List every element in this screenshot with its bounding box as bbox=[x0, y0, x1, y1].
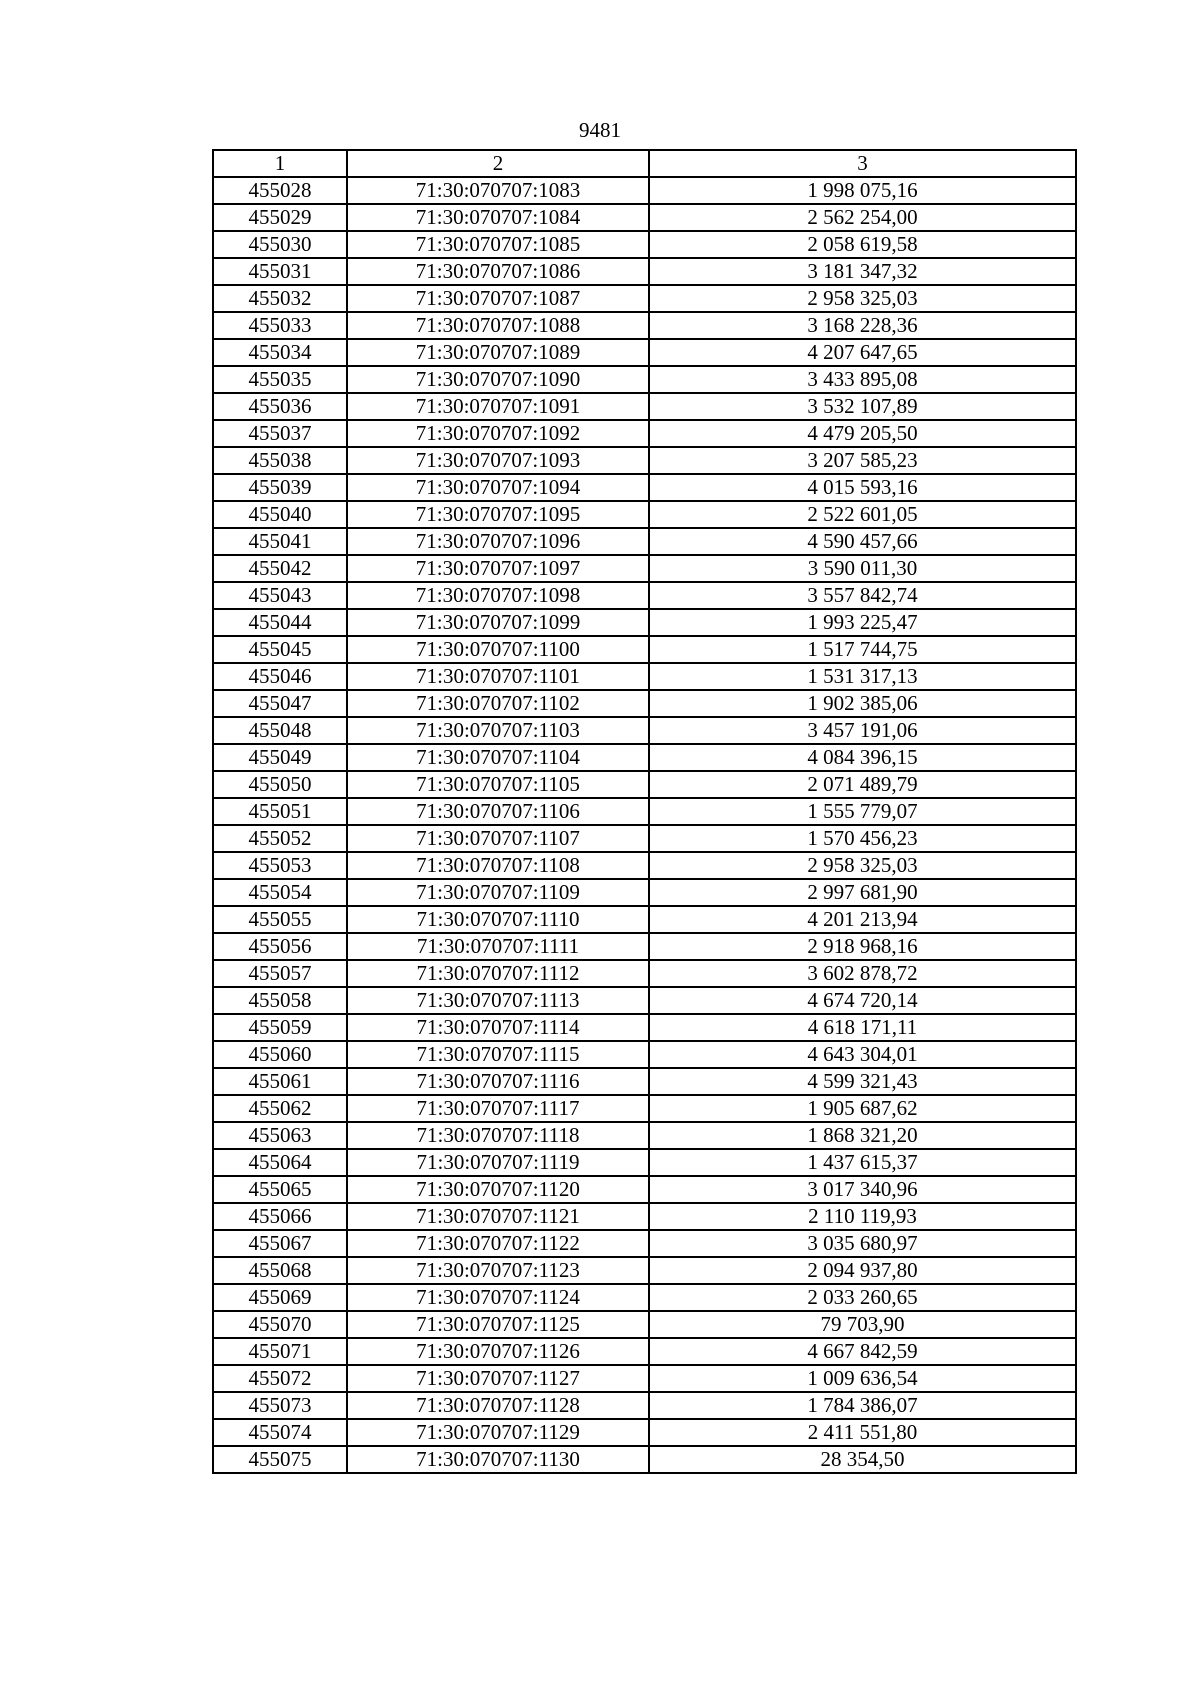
cell-cadastral-number: 71:30:070707:1111 bbox=[347, 933, 649, 960]
cell-number: 455062 bbox=[213, 1095, 347, 1122]
cell-value: 1 784 386,07 bbox=[649, 1392, 1076, 1419]
cell-value: 1 555 779,07 bbox=[649, 798, 1076, 825]
table-row bbox=[213, 1311, 1076, 1338]
cell-number: 455074 bbox=[213, 1419, 347, 1446]
cell-number: 455031 bbox=[213, 258, 347, 285]
table-row bbox=[213, 1068, 1076, 1095]
cell-number: 455059 bbox=[213, 1014, 347, 1041]
cell-value: 3 557 842,74 bbox=[649, 582, 1076, 609]
cell-value: 4 643 304,01 bbox=[649, 1041, 1076, 1068]
cell-cadastral-number: 71:30:070707:1113 bbox=[347, 987, 649, 1014]
table-row bbox=[213, 906, 1076, 933]
cell-number: 455044 bbox=[213, 609, 347, 636]
cell-value: 1 905 687,62 bbox=[649, 1095, 1076, 1122]
cell-cadastral-number: 71:30:070707:1126 bbox=[347, 1338, 649, 1365]
cell-cadastral-number: 71:30:070707:1104 bbox=[347, 744, 649, 771]
cell-cadastral-number: 71:30:070707:1092 bbox=[347, 420, 649, 447]
cell-value: 2 411 551,80 bbox=[649, 1419, 1076, 1446]
table-row bbox=[213, 1203, 1076, 1230]
table-row bbox=[213, 501, 1076, 528]
table-row bbox=[213, 555, 1076, 582]
cell-number: 455053 bbox=[213, 852, 347, 879]
cell-number: 455054 bbox=[213, 879, 347, 906]
cell-cadastral-number: 71:30:070707:1086 bbox=[347, 258, 649, 285]
cell-value: 2 058 619,58 bbox=[649, 231, 1076, 258]
cell-cadastral-number: 71:30:070707:1119 bbox=[347, 1149, 649, 1176]
cell-number: 455036 bbox=[213, 393, 347, 420]
cell-cadastral-number: 71:30:070707:1116 bbox=[347, 1068, 649, 1095]
cell-cadastral-number: 71:30:070707:1083 bbox=[347, 177, 649, 204]
table-row bbox=[213, 528, 1076, 555]
table-row bbox=[213, 1095, 1076, 1122]
cell-cadastral-number: 71:30:070707:1105 bbox=[347, 771, 649, 798]
table-row bbox=[213, 366, 1076, 393]
table-row bbox=[213, 393, 1076, 420]
table-row bbox=[213, 1284, 1076, 1311]
cell-value: 2 958 325,03 bbox=[649, 852, 1076, 879]
cell-cadastral-number: 71:30:070707:1123 bbox=[347, 1257, 649, 1284]
cell-number: 455037 bbox=[213, 420, 347, 447]
cell-cadastral-number: 71:30:070707:1122 bbox=[347, 1230, 649, 1257]
table-row bbox=[213, 1365, 1076, 1392]
cell-cadastral-number: 71:30:070707:1096 bbox=[347, 528, 649, 555]
table-row bbox=[213, 231, 1076, 258]
table-row bbox=[213, 204, 1076, 231]
table-row bbox=[213, 1014, 1076, 1041]
header-cell-col2: 2 bbox=[347, 150, 649, 177]
table-row bbox=[213, 420, 1076, 447]
cell-number: 455075 bbox=[213, 1446, 347, 1473]
cell-number: 455040 bbox=[213, 501, 347, 528]
table-row bbox=[213, 852, 1076, 879]
cell-number: 455046 bbox=[213, 663, 347, 690]
cell-number: 455032 bbox=[213, 285, 347, 312]
cell-cadastral-number: 71:30:070707:1101 bbox=[347, 663, 649, 690]
cell-value: 4 599 321,43 bbox=[649, 1068, 1076, 1095]
cell-cadastral-number: 71:30:070707:1088 bbox=[347, 312, 649, 339]
cell-cadastral-number: 71:30:070707:1114 bbox=[347, 1014, 649, 1041]
cell-number: 455028 bbox=[213, 177, 347, 204]
cell-value: 3 590 011,30 bbox=[649, 555, 1076, 582]
cell-cadastral-number: 71:30:070707:1108 bbox=[347, 852, 649, 879]
cell-number: 455071 bbox=[213, 1338, 347, 1365]
table-row bbox=[213, 960, 1076, 987]
cell-number: 455073 bbox=[213, 1392, 347, 1419]
cell-value: 1 998 075,16 bbox=[649, 177, 1076, 204]
cell-cadastral-number: 71:30:070707:1085 bbox=[347, 231, 649, 258]
table-row bbox=[213, 717, 1076, 744]
registry-table bbox=[212, 149, 1077, 1474]
cell-value: 28 354,50 bbox=[649, 1446, 1076, 1473]
table-row bbox=[213, 1257, 1076, 1284]
table-row bbox=[213, 987, 1076, 1014]
header-row bbox=[213, 150, 1076, 177]
cell-number: 455051 bbox=[213, 798, 347, 825]
cell-cadastral-number: 71:30:070707:1121 bbox=[347, 1203, 649, 1230]
cell-number: 455038 bbox=[213, 447, 347, 474]
cell-cadastral-number: 71:30:070707:1087 bbox=[347, 285, 649, 312]
cell-value: 1 009 636,54 bbox=[649, 1365, 1076, 1392]
cell-cadastral-number: 71:30:070707:1089 bbox=[347, 339, 649, 366]
cell-cadastral-number: 71:30:070707:1103 bbox=[347, 717, 649, 744]
table-row bbox=[213, 609, 1076, 636]
cell-number: 455068 bbox=[213, 1257, 347, 1284]
cell-value: 2 562 254,00 bbox=[649, 204, 1076, 231]
cell-number: 455064 bbox=[213, 1149, 347, 1176]
cell-value: 1 437 615,37 bbox=[649, 1149, 1076, 1176]
table-row bbox=[213, 447, 1076, 474]
cell-value: 3 207 585,23 bbox=[649, 447, 1076, 474]
table-row bbox=[213, 771, 1076, 798]
cell-number: 455066 bbox=[213, 1203, 347, 1230]
cell-cadastral-number: 71:30:070707:1124 bbox=[347, 1284, 649, 1311]
cell-value: 3 433 895,08 bbox=[649, 366, 1076, 393]
cell-cadastral-number: 71:30:070707:1099 bbox=[347, 609, 649, 636]
cell-number: 455052 bbox=[213, 825, 347, 852]
cell-value: 3 017 340,96 bbox=[649, 1176, 1076, 1203]
cell-number: 455050 bbox=[213, 771, 347, 798]
cell-cadastral-number: 71:30:070707:1090 bbox=[347, 366, 649, 393]
table-row bbox=[213, 663, 1076, 690]
cell-value: 1 531 317,13 bbox=[649, 663, 1076, 690]
cell-cadastral-number: 71:30:070707:1091 bbox=[347, 393, 649, 420]
cell-cadastral-number: 71:30:070707:1106 bbox=[347, 798, 649, 825]
table-row bbox=[213, 744, 1076, 771]
cell-cadastral-number: 71:30:070707:1128 bbox=[347, 1392, 649, 1419]
table-row bbox=[213, 1176, 1076, 1203]
cell-number: 455033 bbox=[213, 312, 347, 339]
cell-number: 455056 bbox=[213, 933, 347, 960]
cell-value: 1 993 225,47 bbox=[649, 609, 1076, 636]
cell-value: 2 918 968,16 bbox=[649, 933, 1076, 960]
table-row bbox=[213, 690, 1076, 717]
table-row bbox=[213, 1041, 1076, 1068]
cell-number: 455048 bbox=[213, 717, 347, 744]
cell-cadastral-number: 71:30:070707:1097 bbox=[347, 555, 649, 582]
cell-value: 4 674 720,14 bbox=[649, 987, 1076, 1014]
cell-cadastral-number: 71:30:070707:1110 bbox=[347, 906, 649, 933]
cell-cadastral-number: 71:30:070707:1130 bbox=[347, 1446, 649, 1473]
table-row bbox=[213, 1122, 1076, 1149]
table-row bbox=[213, 1446, 1076, 1473]
cell-cadastral-number: 71:30:070707:1129 bbox=[347, 1419, 649, 1446]
cell-value: 79 703,90 bbox=[649, 1311, 1076, 1338]
cell-number: 455041 bbox=[213, 528, 347, 555]
cell-number: 455063 bbox=[213, 1122, 347, 1149]
table-row bbox=[213, 1230, 1076, 1257]
cell-value: 3 457 191,06 bbox=[649, 717, 1076, 744]
cell-cadastral-number: 71:30:070707:1109 bbox=[347, 879, 649, 906]
cell-value: 2 522 601,05 bbox=[649, 501, 1076, 528]
cell-number: 455034 bbox=[213, 339, 347, 366]
cell-value: 4 207 647,65 bbox=[649, 339, 1076, 366]
table-row bbox=[213, 177, 1076, 204]
cell-number: 455069 bbox=[213, 1284, 347, 1311]
table-row bbox=[213, 1419, 1076, 1446]
cell-number: 455057 bbox=[213, 960, 347, 987]
cell-value: 4 590 457,66 bbox=[649, 528, 1076, 555]
cell-number: 455043 bbox=[213, 582, 347, 609]
table-row bbox=[213, 474, 1076, 501]
cell-cadastral-number: 71:30:070707:1117 bbox=[347, 1095, 649, 1122]
cell-value: 1 902 385,06 bbox=[649, 690, 1076, 717]
cell-number: 455060 bbox=[213, 1041, 347, 1068]
cell-value: 3 532 107,89 bbox=[649, 393, 1076, 420]
cell-number: 455072 bbox=[213, 1365, 347, 1392]
page-number: 9481 bbox=[579, 118, 621, 142]
cell-cadastral-number: 71:30:070707:1115 bbox=[347, 1041, 649, 1068]
cell-number: 455047 bbox=[213, 690, 347, 717]
cell-cadastral-number: 71:30:070707:1127 bbox=[347, 1365, 649, 1392]
table-row bbox=[213, 879, 1076, 906]
table-row bbox=[213, 1392, 1076, 1419]
cell-cadastral-number: 71:30:070707:1102 bbox=[347, 690, 649, 717]
table-row bbox=[213, 933, 1076, 960]
cell-value: 3 602 878,72 bbox=[649, 960, 1076, 987]
cell-value: 4 201 213,94 bbox=[649, 906, 1076, 933]
header-cell-col3: 3 bbox=[649, 150, 1076, 177]
table-row bbox=[213, 258, 1076, 285]
cell-cadastral-number: 71:30:070707:1098 bbox=[347, 582, 649, 609]
cell-cadastral-number: 71:30:070707:1093 bbox=[347, 447, 649, 474]
cell-number: 455065 bbox=[213, 1176, 347, 1203]
cell-value: 2 110 119,93 bbox=[649, 1203, 1076, 1230]
cell-number: 455039 bbox=[213, 474, 347, 501]
cell-value: 2 094 937,80 bbox=[649, 1257, 1076, 1284]
cell-value: 1 868 321,20 bbox=[649, 1122, 1076, 1149]
cell-number: 455058 bbox=[213, 987, 347, 1014]
table-row bbox=[213, 798, 1076, 825]
cell-value: 4 015 593,16 bbox=[649, 474, 1076, 501]
cell-value: 1 570 456,23 bbox=[649, 825, 1076, 852]
cell-value: 2 071 489,79 bbox=[649, 771, 1076, 798]
cell-number: 455061 bbox=[213, 1068, 347, 1095]
cell-value: 4 667 842,59 bbox=[649, 1338, 1076, 1365]
table-row bbox=[213, 312, 1076, 339]
cell-value: 2 033 260,65 bbox=[649, 1284, 1076, 1311]
table-row bbox=[213, 582, 1076, 609]
table-row bbox=[213, 285, 1076, 312]
cell-number: 455030 bbox=[213, 231, 347, 258]
cell-number: 455042 bbox=[213, 555, 347, 582]
cell-value: 4 618 171,11 bbox=[649, 1014, 1076, 1041]
cell-cadastral-number: 71:30:070707:1107 bbox=[347, 825, 649, 852]
cell-cadastral-number: 71:30:070707:1112 bbox=[347, 960, 649, 987]
cell-number: 455055 bbox=[213, 906, 347, 933]
table-header bbox=[213, 150, 1076, 177]
table-row bbox=[213, 1338, 1076, 1365]
cell-value: 2 997 681,90 bbox=[649, 879, 1076, 906]
cell-cadastral-number: 71:30:070707:1118 bbox=[347, 1122, 649, 1149]
cell-number: 455045 bbox=[213, 636, 347, 663]
cell-value: 4 084 396,15 bbox=[649, 744, 1076, 771]
table-body bbox=[213, 177, 1076, 1473]
cell-value: 3 035 680,97 bbox=[649, 1230, 1076, 1257]
cell-value: 3 168 228,36 bbox=[649, 312, 1076, 339]
cell-cadastral-number: 71:30:070707:1120 bbox=[347, 1176, 649, 1203]
cell-value: 2 958 325,03 bbox=[649, 285, 1076, 312]
cell-value: 3 181 347,32 bbox=[649, 258, 1076, 285]
cell-cadastral-number: 71:30:070707:1125 bbox=[347, 1311, 649, 1338]
table-row bbox=[213, 1149, 1076, 1176]
cell-cadastral-number: 71:30:070707:1100 bbox=[347, 636, 649, 663]
table-row bbox=[213, 339, 1076, 366]
cell-cadastral-number: 71:30:070707:1094 bbox=[347, 474, 649, 501]
cell-cadastral-number: 71:30:070707:1095 bbox=[347, 501, 649, 528]
cell-value: 1 517 744,75 bbox=[649, 636, 1076, 663]
table-row bbox=[213, 825, 1076, 852]
cell-number: 455067 bbox=[213, 1230, 347, 1257]
cell-number: 455035 bbox=[213, 366, 347, 393]
cell-number: 455029 bbox=[213, 204, 347, 231]
cell-number: 455070 bbox=[213, 1311, 347, 1338]
table-row bbox=[213, 636, 1076, 663]
cell-cadastral-number: 71:30:070707:1084 bbox=[347, 204, 649, 231]
cell-number: 455049 bbox=[213, 744, 347, 771]
header-cell-col1: 1 bbox=[213, 150, 347, 177]
cell-value: 4 479 205,50 bbox=[649, 420, 1076, 447]
